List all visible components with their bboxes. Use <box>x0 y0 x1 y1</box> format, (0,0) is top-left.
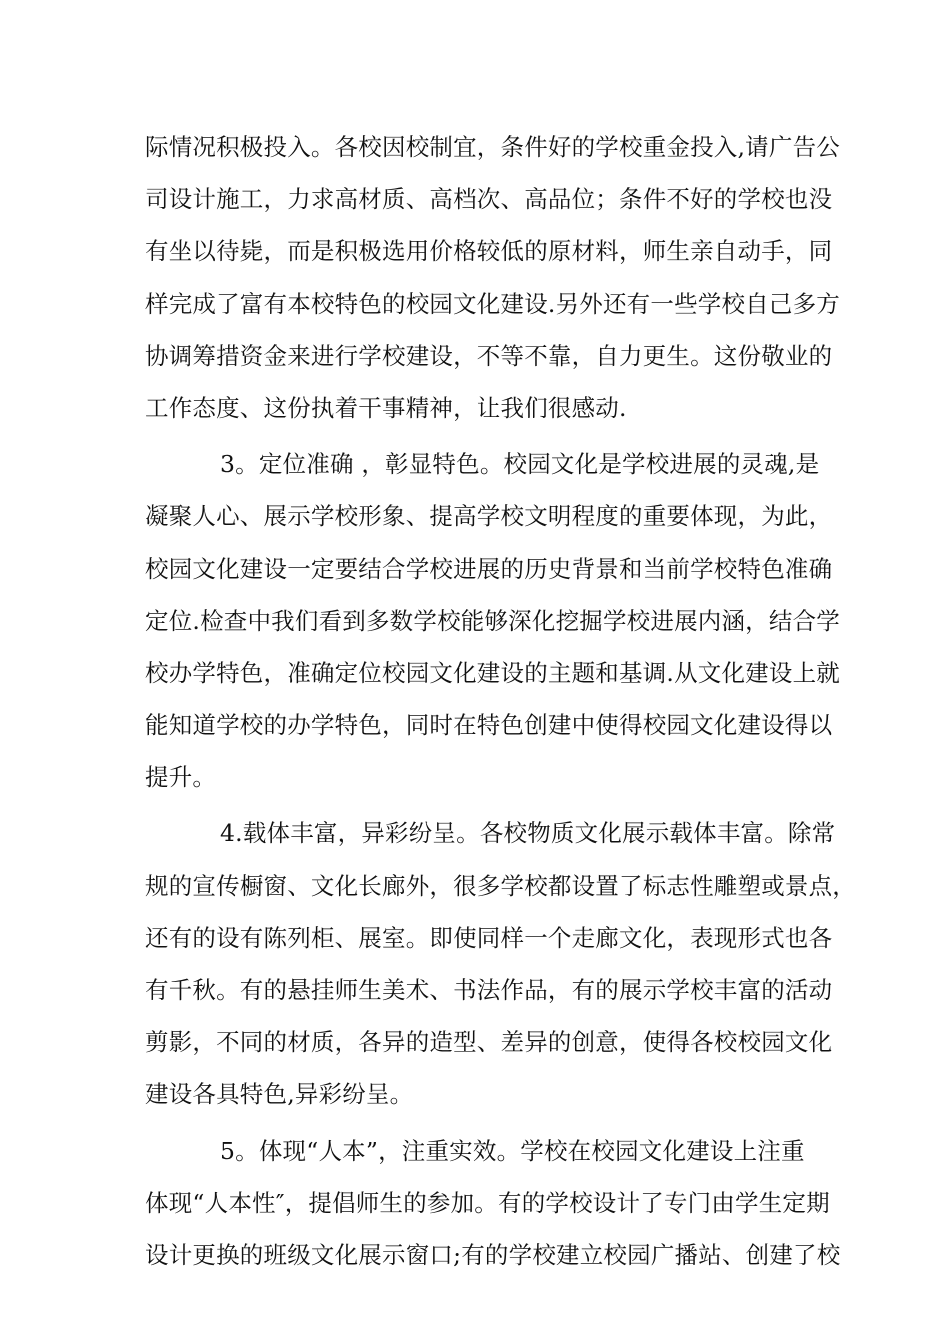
document-body <box>145 127 856 1291</box>
text-line: 校园文化建设一定要结合学校进展的历史背景和当前学校特色准确 <box>145 554 833 583</box>
text-line: 定位.检查中我们看到多数学校能够深化挖掘学校进展内涵，结合学 <box>145 606 840 635</box>
text-line: 剪影，不同的材质，各异的造型、差异的创意，使得各校校园文化 <box>145 1028 833 1057</box>
text-line: 提升。 <box>145 763 217 792</box>
text-line: 5。体现“人本”，注重实效。学校在校园文化建设上注重 <box>220 1136 805 1165</box>
text-line: 建设各具特色,异彩纷呈。 <box>145 1080 414 1109</box>
text-line: 设计更换的班级文化展示窗口;有的学校建立校园广播站、创建了校 <box>145 1240 841 1269</box>
text-line: 体现“人本性″，提倡师生的参加。有的学校设计了专门由学生定期 <box>145 1188 830 1217</box>
text-line: 规的宣传橱窗、文化长廊外，很多学校都设置了标志性雕塑或景点， <box>145 871 856 900</box>
text-line: 样完成了富有本校特色的校园文化建设.另外还有一些学校自己多方 <box>145 289 840 318</box>
paragraph-4 <box>145 813 856 1126</box>
text-line: 有坐以待毙，而是积极选用价格较低的原材料，师生亲自动手，同 <box>145 237 833 266</box>
text-line: 4.载体丰富，异彩纷呈。各校物质文化展示载体丰富。除常 <box>220 819 836 848</box>
text-line: 还有的设有陈列柜、展室。即使同样一个走廊文化，表现形式也各 <box>145 923 833 952</box>
text-line: 凝聚人心、展示学校形象、提高学校文明程度的重要体现，为此， <box>145 502 833 531</box>
paragraph-3 <box>145 444 840 809</box>
text-line: 校办学特色，准确定位校园文化建设的主题和基调.从文化建设上就 <box>145 658 840 687</box>
paragraph-5 <box>145 1131 841 1288</box>
text-line: 有千秋。有的悬挂师生美术、书法作品，有的展示学校丰富的活动 <box>145 976 833 1004</box>
paragraph-continuation <box>145 127 840 440</box>
text-line: 3。定位准确 ，彰显特色。校园文化是学校进展的灵魂,是 <box>220 450 820 479</box>
text-line: 能知道学校的办学特色，同时在特色创建中使得校园文化建设得以 <box>145 711 833 740</box>
text-line: 工作态度、这份执着干事精神，让我们很感动. <box>145 393 627 422</box>
text-line: 司设计施工，力求高材质、高档次、高品位；条件不好的学校也没 <box>145 185 833 214</box>
text-line: 际情况积极投入。各校因校制宜，条件好的学校重金投入,请广告公 <box>145 133 840 161</box>
text-line: 协调筹措资金来进行学校建设，不等不靠，自力更生。这份敬业的 <box>145 341 833 370</box>
